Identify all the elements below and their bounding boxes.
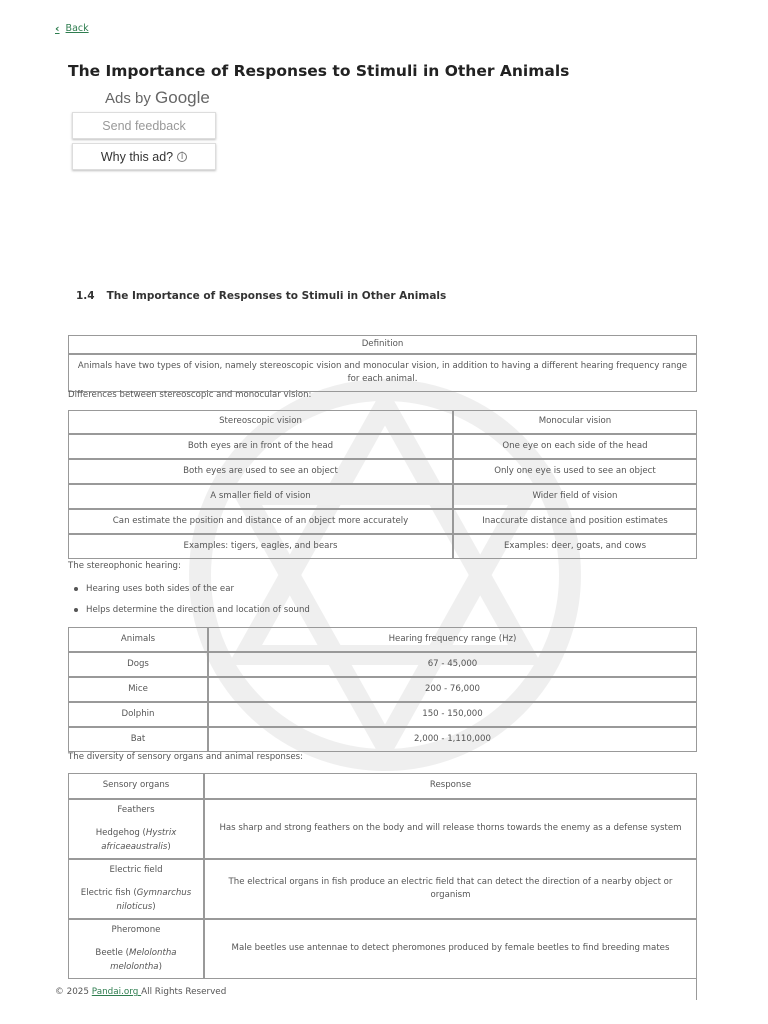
table-cell: Only one eye is used to see an object: [453, 459, 697, 484]
animal-common-name: Hedgehog (: [95, 828, 146, 839]
table-header-cell: Response: [204, 773, 697, 799]
table-cell: Mice: [68, 677, 208, 702]
sensory-organ-cell: [68, 919, 204, 979]
vision-caption: Differences between stereoscopic and monocular vision:: [68, 390, 312, 400]
table-cell: One eye on each side of the head: [453, 434, 697, 459]
table-row: [68, 919, 697, 979]
why-this-ad-label: Why this ad?: [100, 149, 174, 164]
table-header-cell: Sensory organs: [68, 773, 204, 799]
table-row: [68, 859, 697, 919]
list-item: Hearing uses both sides of the ear: [74, 582, 310, 603]
info-icon: i: [177, 152, 187, 162]
animal-name: [73, 827, 199, 854]
copyright-suffix: All Rights Reserved: [141, 987, 227, 997]
table-cell: Both eyes are used to see an object: [68, 459, 453, 484]
list-item: Helps determine the direction and location of sound: [74, 603, 310, 624]
table-header-cell: Hearing frequency range (Hz): [208, 627, 697, 652]
back-label: Back: [65, 23, 89, 34]
species-name: Hystrix africaeaustralis: [101, 828, 177, 852]
hearing-caption: The stereophonic hearing:: [68, 561, 181, 571]
sensory-table: [68, 773, 697, 979]
definition-header: Definition: [68, 335, 697, 354]
definition-table: [68, 335, 697, 392]
table-header-row: [68, 627, 697, 652]
ads-by-label: Ads by: [105, 90, 151, 107]
sensory-organ-cell: [68, 799, 204, 859]
paren-close: ): [167, 841, 171, 852]
table-cell: Examples: deer, goats, and cows: [453, 534, 697, 559]
table-cell: Wider field of vision: [453, 484, 697, 509]
sensory-organ-cell: [68, 859, 204, 919]
table-row: [68, 509, 697, 534]
table-row: [68, 652, 697, 677]
back-link[interactable]: [55, 22, 89, 35]
vision-table: [68, 410, 697, 559]
table-cell: 67 - 45,000: [208, 652, 697, 677]
table-cell: 150 - 150,000: [208, 702, 697, 727]
response-cell: Has sharp and strong feathers on the body and will release thorns towards the enemy as a defense system: [204, 799, 697, 859]
table-cell: Can estimate the position and distance of an object more accurately: [68, 509, 453, 534]
table-row: [68, 702, 697, 727]
animal-common-name: Beetle (: [95, 948, 130, 959]
hearing-bullet-list: [74, 582, 310, 624]
page-title: The Importance of Responses to Stimuli in Other Animals: [68, 62, 570, 80]
section-title: The Importance of Responses to Stimuli in Other Animals: [106, 290, 447, 302]
species-name: Melolontha melolontha: [110, 948, 177, 972]
organ-name: Pheromone: [111, 925, 161, 936]
sensory-caption: The diversity of sensory organs and animal responses:: [68, 752, 304, 762]
table-cell: Both eyes are in front of the head: [68, 434, 453, 459]
animal-name: [73, 887, 199, 914]
section-number: 1.4: [76, 290, 95, 302]
google-logo: Google: [155, 88, 210, 107]
table-row: [68, 799, 697, 859]
copyright-prefix: © 2025: [55, 987, 92, 997]
section-heading: [76, 290, 446, 302]
table-cell: A smaller field of vision: [68, 484, 453, 509]
definition-text: Animals have two types of vision, namely stereoscopic vision and monocular vision, in addition to having a different hearing frequency range for each animal.: [68, 354, 697, 392]
animal-name: [73, 947, 199, 974]
send-feedback-label: Send feedback: [102, 118, 186, 133]
table-cell: Examples: tigers, eagles, and bears: [68, 534, 453, 559]
animal-common-name: Electric fish (: [80, 888, 137, 899]
ads-by-google[interactable]: [105, 88, 210, 108]
table-header-row: [68, 410, 697, 434]
table-cell: Dolphin: [68, 702, 208, 727]
table-cell: 2,000 - 1,110,000: [208, 727, 697, 752]
table-header-cell: Animals: [68, 627, 208, 652]
send-feedback-button[interactable]: [72, 112, 216, 139]
table-header-cell: Stereoscopic vision: [68, 410, 453, 434]
table-cell: Dogs: [68, 652, 208, 677]
species-name: Gymnarchus niloticus: [116, 888, 192, 912]
table-row: [68, 434, 697, 459]
organ-name: Electric field: [109, 865, 163, 876]
table-cell: Inaccurate distance and position estimates: [453, 509, 697, 534]
paren-close: ): [158, 961, 162, 972]
table-row: [68, 727, 697, 752]
table-cell: Bat: [68, 727, 208, 752]
table-row: [68, 484, 697, 509]
chevron-left-icon: ‹: [55, 22, 60, 35]
table-header-row: [68, 773, 697, 799]
paren-close: ): [152, 901, 156, 912]
table-cell: 200 - 76,000: [208, 677, 697, 702]
table-row: [68, 459, 697, 484]
pandai-link[interactable]: Pandai.org: [91, 987, 142, 997]
organ-name: Feathers: [117, 805, 155, 816]
response-cell: The electrical organs in fish produce an electric field that can detect the direction of a nearby object or organism: [204, 859, 697, 919]
hearing-table: [68, 627, 697, 752]
table-row: [68, 677, 697, 702]
footer: [55, 987, 226, 997]
response-cell: Male beetles use antennae to detect pheromones produced by female beetles to find breeding mates: [204, 919, 697, 979]
table-continuation-line: [696, 975, 697, 1000]
why-this-ad-button[interactable]: [72, 143, 216, 170]
table-header-cell: Monocular vision: [453, 410, 697, 434]
table-row: [68, 534, 697, 559]
